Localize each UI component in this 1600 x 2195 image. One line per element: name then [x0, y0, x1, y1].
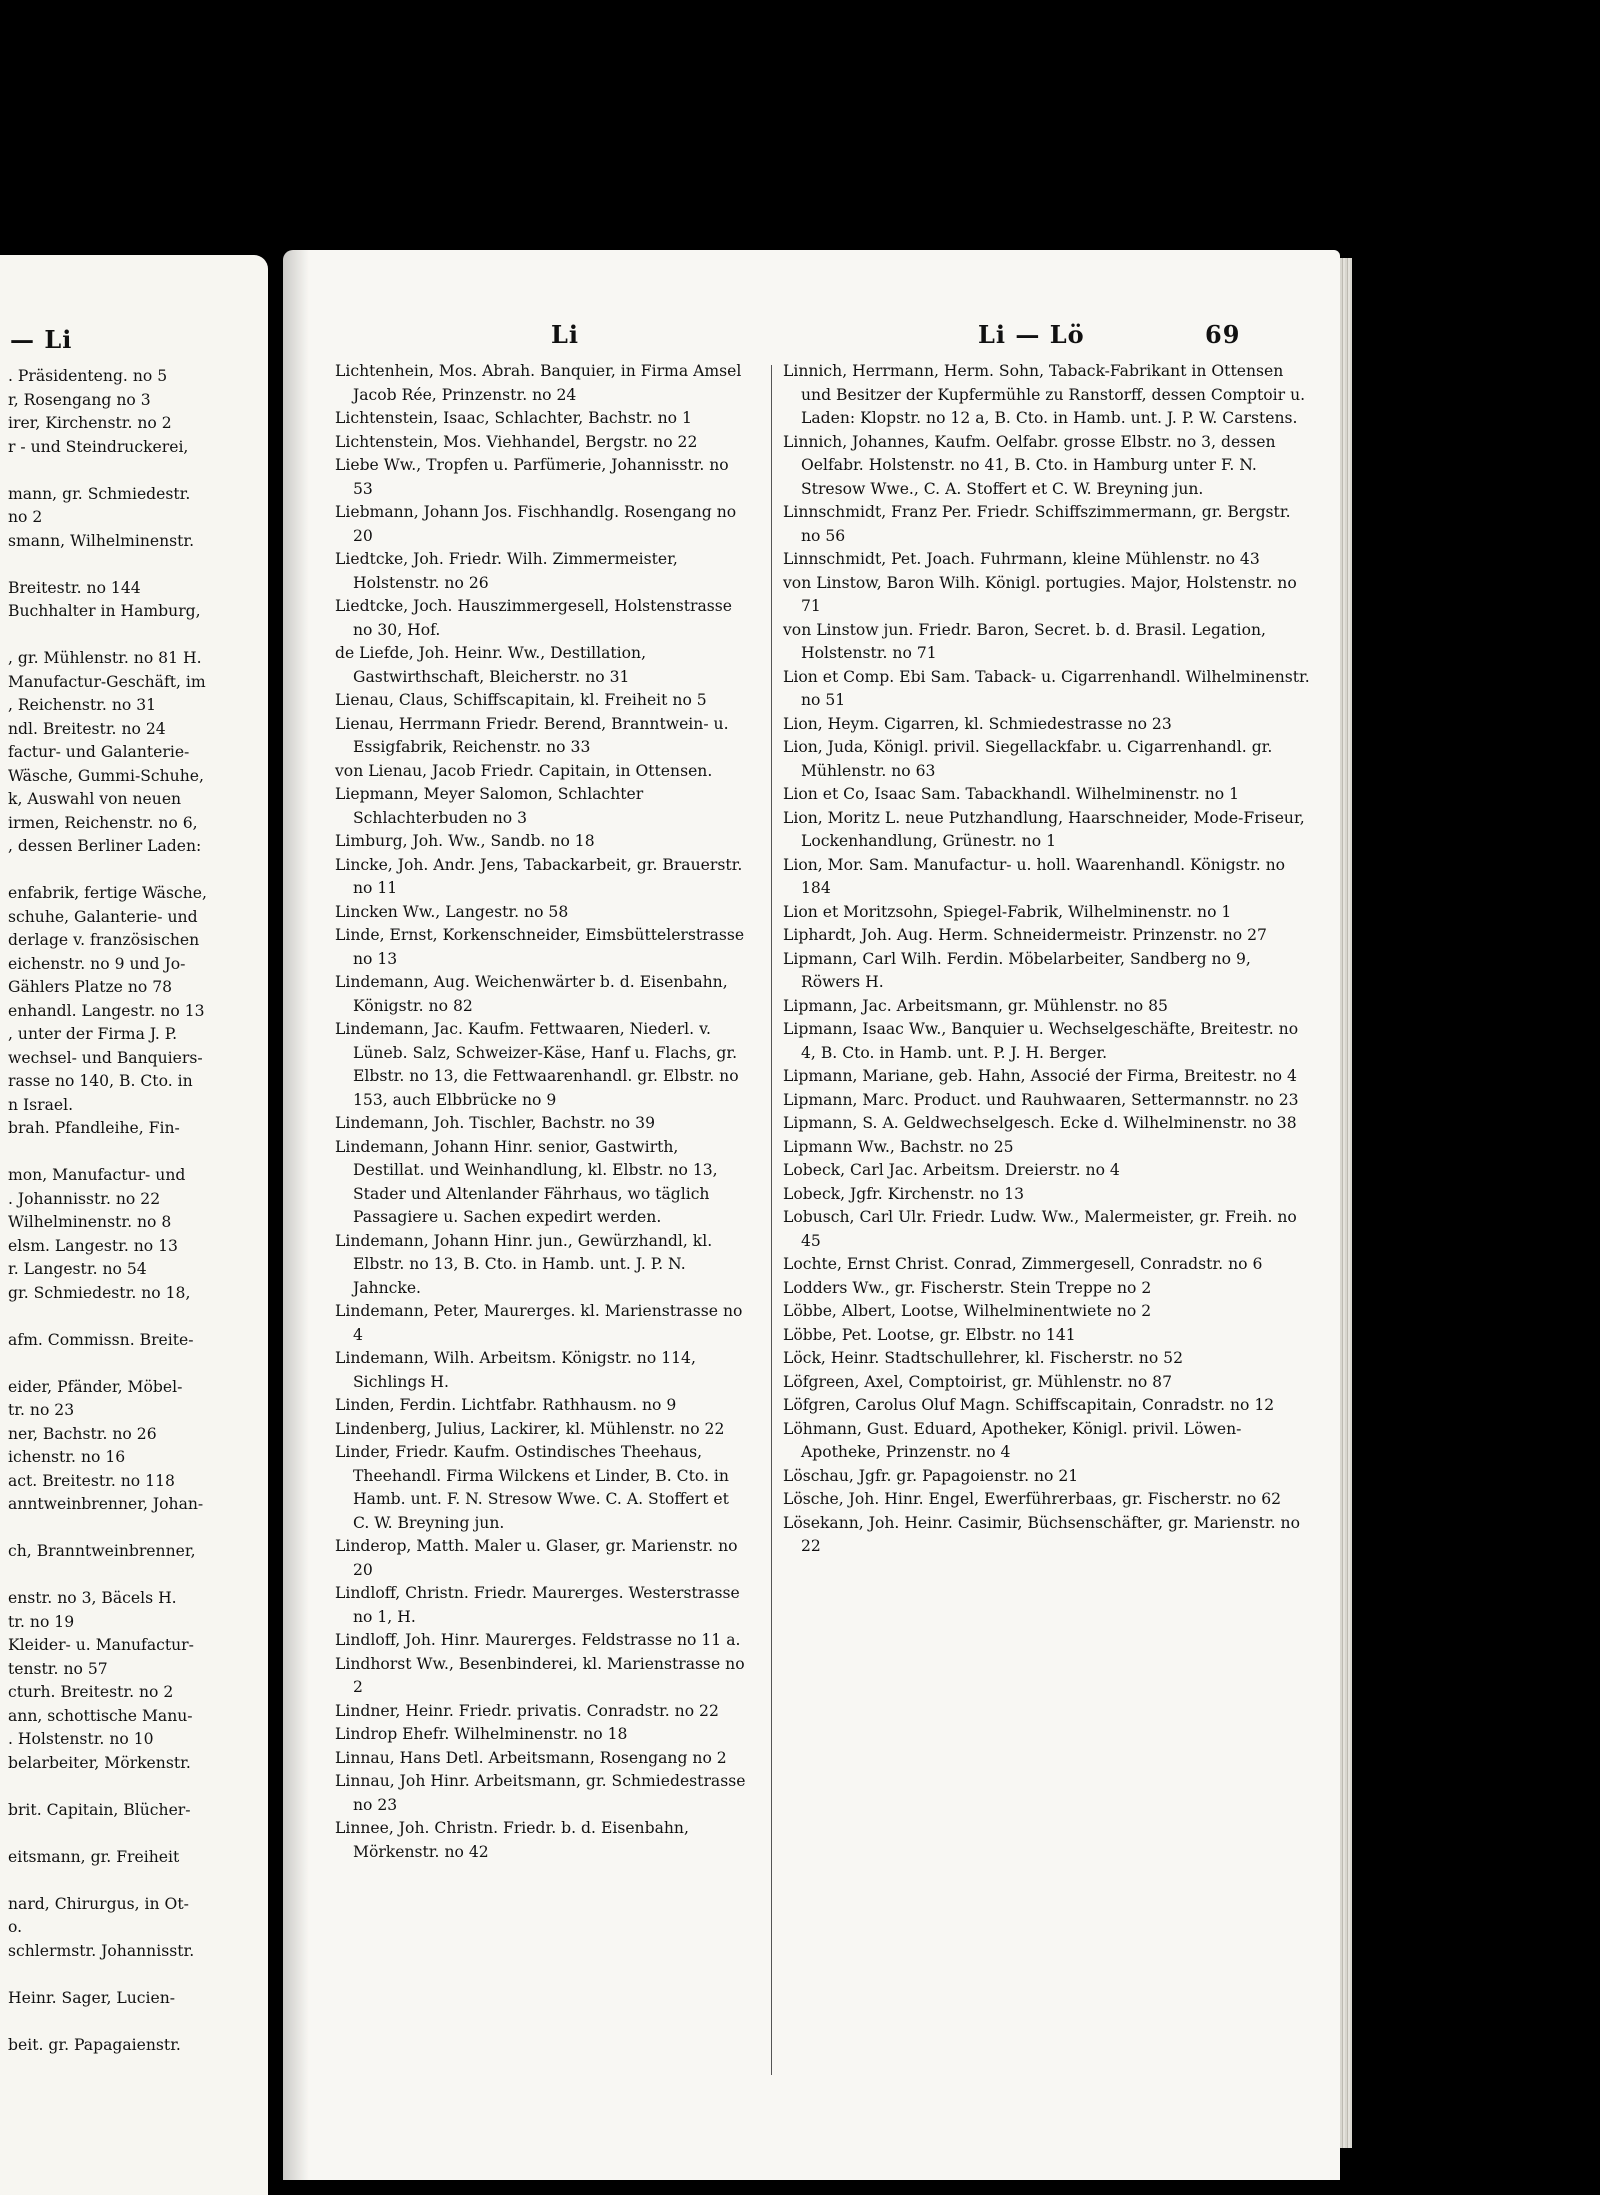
directory-entry: Linden, Ferdin. Lichtfabr. Rathhausm. no 9 — [335, 1396, 677, 1414]
left-page-line: rasse no 140, B. Cto. in — [8, 1072, 193, 1090]
directory-entry: Löhmann, Gust. Eduard, Apotheker, Königl. privil. Löwen-Apotheke, Prinzenstr. no 4 — [783, 1419, 1242, 1461]
left-page-line: enhandl. Langestr. no 13 — [8, 1001, 205, 1020]
directory-entry: Lion, Moritz L. neue Putzhandlung, Haarschneider, Mode-Friseur, Lockenhandlung, Grünestr. no 1 — [783, 808, 1305, 850]
left-page — [0, 255, 268, 2195]
directory-entry: Lion et Moritzsohn, Spiegel-Fabrik, Wilhelminenstr. no 1 — [783, 902, 1232, 921]
left-page-line — [8, 1141, 268, 1165]
directory-entry: Lichtenstein, Isaac, Schlachter, Bachstr. no 1 — [335, 409, 692, 427]
left-page-line: Breitestr. no 144 — [8, 578, 141, 597]
left-page-line — [8, 1775, 268, 1799]
directory-entry: Löschau, Jgfr. gr. Papagoienstr. no 21 — [783, 1466, 1079, 1485]
column-a — [335, 360, 747, 1864]
left-page-line: anntweinbrenner, Johan- — [8, 1495, 204, 1513]
left-page-line: schuhe, Galanterie- und — [8, 907, 198, 926]
left-page-line: irer, Kirchenstr. no 2 — [8, 414, 172, 432]
left-page-line: cturh. Breitestr. no 2 — [8, 1683, 174, 1701]
left-page-line: , dessen Berliner Laden: — [8, 837, 202, 855]
left-page-line: ann, schottische Manu- — [8, 1706, 193, 1725]
left-page-line: enstr. no 3, Bäcels H. — [8, 1589, 177, 1607]
left-page-line: wechsel- und Banquiers- — [8, 1048, 203, 1067]
directory-entry: Lindemann, Aug. Weichenwärter b. d. Eisenbahn, Königstr. no 82 — [335, 973, 728, 1015]
directory-entry: Lion et Co, Isaac Sam. Tabackhandl. Wilhelminenstr. no 1 — [783, 785, 1240, 803]
left-page-line: schlermstr. Johannisstr. — [8, 1941, 195, 1960]
left-page-line: tr. no 19 — [8, 1612, 75, 1631]
directory-entry: Lindemann, Joh. Tischler, Bachstr. no 39 — [335, 1114, 655, 1132]
left-page-line: derlage v. französischen — [8, 931, 200, 949]
left-page-line: , Reichenstr. no 31 — [8, 696, 157, 714]
left-page-line: gr. Schmiedestr. no 18, — [8, 1283, 191, 1302]
directory-entry: Liebe Ww., Tropfen u. Parfümerie, Johannisstr. no 53 — [335, 456, 729, 498]
directory-entry: Lindloff, Christn. Friedr. Maurerges. Westerstrasse no 1, H. — [335, 1584, 740, 1626]
left-page-line — [8, 1869, 268, 1893]
directory-entry: Lindemann, Jac. Kaufm. Fettwaaren, Niederl. v. Lüneb. Salz, Schweizer-Käse, Hanf u. Flachs, gr. Elbstr. no 13, die Fettwaarenhandl. gr. Elbstr. no 153, auch Elbbrücke no 9 — [335, 1020, 739, 1109]
directory-entry: Linde, Ernst, Korkenschneider, Eimsbüttelerstrasse no 13 — [335, 926, 745, 968]
left-page-line — [8, 1305, 268, 1329]
directory-entry: Löck, Heinr. Stadtschullehrer, kl. Fischerstr. no 52 — [783, 1349, 1184, 1367]
directory-entry: Lindrop Ehefr. Wilhelminenstr. no 18 — [335, 1725, 628, 1743]
directory-entry: Lobeck, Carl Jac. Arbeitsm. Dreierstr. no 4 — [783, 1161, 1120, 1179]
left-page-line: beit. gr. Papagaienstr. — [8, 2035, 181, 2054]
left-page-line: , gr. Mühlenstr. no 81 H. — [8, 649, 202, 667]
directory-entry: Lion, Mor. Sam. Manufactur- u. holl. Waarenhandl. Königstr. no 184 — [783, 855, 1286, 897]
left-page-line — [8, 1963, 268, 1987]
column-divider — [771, 365, 772, 2075]
left-page-line: Kleider- u. Manufactur- — [8, 1636, 194, 1654]
directory-entry: Lipmann, Marc. Product. und Rauhwaaren, Settermannstr. no 23 — [783, 1090, 1299, 1109]
left-page-line — [8, 1352, 268, 1376]
left-page-line: tenstr. no 57 — [8, 1659, 108, 1678]
directory-entry: Lipmann Ww., Bachstr. no 25 — [783, 1137, 1014, 1156]
left-page-line: brit. Capitain, Blücher- — [8, 1800, 191, 1819]
left-page-line: smann, Wilhelminenstr. — [8, 531, 195, 550]
left-page-line — [8, 859, 268, 883]
left-page-line: ndl. Breitestr. no 24 — [8, 719, 166, 738]
directory-entry: Linder, Friedr. Kaufm. Ostindisches Theehaus, Theehandl. Firma Wilckens et Linder, B. Cto. in Hamb. unt. F. N. Stresow Wwe. C. A. Stoffert et C. W. Breyning jun. — [335, 1443, 729, 1532]
left-page-line: act. Breitestr. no 118 — [8, 1471, 175, 1490]
left-page-line: factur- und Galanterie- — [8, 743, 190, 761]
gutter-shadow — [283, 250, 309, 2180]
directory-entry: Lipmann, Jac. Arbeitsmann, gr. Mühlenstr. no 85 — [783, 996, 1168, 1015]
directory-entry: Linnschmidt, Pet. Joach. Fuhrmann, kleine Mühlenstr. no 43 — [783, 550, 1260, 568]
left-page-line: elsm. Langestr. no 13 — [8, 1236, 178, 1255]
directory-entry: Liphardt, Joh. Aug. Herm. Schneidermeistr. Prinzenstr. no 27 — [783, 926, 1267, 944]
directory-entry: Lindemann, Peter, Maurerges. kl. Marienstrasse no 4 — [335, 1302, 743, 1344]
left-page-line: ichenstr. no 16 — [8, 1448, 126, 1466]
left-page-line — [8, 2010, 268, 2034]
directory-entry: Liedtcke, Joch. Hauszimmergesell, Holstenstrasse no 30, Hof. — [335, 597, 732, 639]
directory-entry: Lincke, Joh. Andr. Jens, Tabackarbeit, gr. Brauerstr. no 11 — [335, 855, 743, 897]
left-page-column — [8, 365, 268, 2057]
left-page-line: mann, gr. Schmiedestr. — [8, 484, 191, 503]
directory-entry: Löbbe, Pet. Lootse, gr. Elbstr. no 141 — [783, 1325, 1076, 1344]
directory-entry: Liedtcke, Joh. Friedr. Wilh. Zimmermeister, Holstenstr. no 26 — [335, 550, 678, 592]
directory-entry: Lindemann, Johann Hinr. jun., Gewürzhandl, kl. Elbstr. no 13, B. Cto. in Hamb. unt. J. P. N. Jahncke. — [335, 1231, 713, 1297]
directory-entry: Lindhorst Ww., Besenbinderei, kl. Marienstrasse no 2 — [335, 1654, 745, 1696]
left-page-line: r - und Steindruckerei, — [8, 437, 189, 456]
directory-entry: Lichtenhein, Mos. Abrah. Banquier, in Firma Amsel Jacob Rée, Prinzenstr. no 24 — [335, 362, 742, 404]
directory-entry: Lindemann, Wilh. Arbeitsm. Königstr. no 114, Sichlings H. — [335, 1349, 696, 1391]
directory-entry: von Linstow, Baron Wilh. Königl. portugies. Major, Holstenstr. no 71 — [783, 573, 1297, 615]
directory-entry: Limburg, Joh. Ww., Sandb. no 18 — [335, 832, 595, 850]
directory-entry: Linnee, Joh. Christn. Friedr. b. d. Eisenbahn, Mörkenstr. no 42 — [335, 1819, 689, 1861]
left-page-line — [8, 553, 268, 577]
left-page-line — [8, 459, 268, 483]
directory-entry: Löbbe, Albert, Lootse, Wilhelminentwiete no 2 — [783, 1302, 1152, 1320]
directory-entry: Linderop, Matth. Maler u. Glaser, gr. Marienstr. no 20 — [335, 1537, 738, 1579]
left-page-line: r. Langestr. no 54 — [8, 1260, 147, 1278]
directory-entry: Lipmann, Mariane, geb. Hahn, Associé der Firma, Breitestr. no 4 — [783, 1067, 1297, 1085]
left-page-line: ner, Bachstr. no 26 — [8, 1424, 157, 1443]
left-page-line: belarbeiter, Mörkenstr. — [8, 1753, 191, 1772]
page-number: 69 — [1205, 320, 1241, 349]
left-page-line: . Präsidenteng. no 5 — [8, 367, 168, 385]
running-header: Li — Lö — [978, 320, 1085, 349]
left-page-line: Buchhalter in Hamburg, — [8, 602, 201, 620]
left-page-line: eider, Pfänder, Möbel- — [8, 1377, 183, 1396]
directory-entry: von Lienau, Jacob Friedr. Capitain, in Ottensen. — [335, 761, 713, 780]
directory-entry: Lobeck, Jgfr. Kirchenstr. no 13 — [783, 1184, 1025, 1203]
left-page-line — [8, 1564, 268, 1588]
left-page-line: ch, Branntweinbrenner, — [8, 1542, 196, 1560]
left-page-line: brah. Pfandleihe, Fin- — [8, 1119, 180, 1137]
left-page-line: Heinr. Sager, Lucien- — [8, 1988, 176, 2007]
directory-entry: Lösche, Joh. Hinr. Engel, Ewerführerbaas, gr. Fischerstr. no 62 — [783, 1490, 1282, 1508]
directory-entry: Lion et Comp. Ebi Sam. Taback- u. Cigarrenhandl. Wilhelminenstr. no 51 — [783, 667, 1310, 709]
directory-entry: Linnich, Herrmann, Herm. Sohn, Taback-Fabrikant in Ottensen und Besitzer der Kupfermühle zu Ranstorff, dessen Comptoir u. Laden: Klopstr. no 12 a, B. Cto. in Hamb. unt. J. P. W. Carstens. — [783, 362, 1306, 427]
left-page-line: . Johannisstr. no 22 — [8, 1189, 161, 1208]
directory-entry: Löfgren, Carolus Oluf Magn. Schiffscapitain, Conradstr. no 12 — [783, 1396, 1275, 1414]
directory-entry: Lindemann, Johann Hinr. senior, Gastwirth, Destillat. und Weinhandlung, kl. Elbstr. no 13, Stader und Altenlander Fährhaus, wo täglich Passagiere u. Sachen expedirt werden. — [335, 1137, 718, 1226]
directory-entry: von Linstow jun. Friedr. Baron, Secret. b. d. Brasil. Legation, Holstenstr. no 71 — [783, 620, 1266, 662]
directory-entry: Lösekann, Joh. Heinr. Casimir, Büchsenschäfter, gr. Marienstr. no 22 — [783, 1513, 1300, 1555]
directory-entry: Lipmann, Carl Wilh. Ferdin. Möbelarbeiter, Sandberg no 9, Röwers H. — [783, 949, 1251, 991]
left-page-line: eitsmann, gr. Freiheit — [8, 1847, 180, 1866]
center-header: Li — [551, 320, 579, 349]
page-stack-edge — [1340, 258, 1352, 2148]
left-page-line: Wilhelminenstr. no 8 — [8, 1213, 172, 1231]
left-page-header: — Li — [10, 325, 73, 354]
left-page-line — [8, 1517, 268, 1541]
left-page-line: irmen, Reichenstr. no 6, — [8, 813, 198, 832]
directory-entry: Linnschmidt, Franz Per. Friedr. Schiffszimmermann, gr. Bergstr. no 56 — [783, 503, 1291, 545]
left-page-line — [8, 1822, 268, 1846]
column-b — [783, 360, 1313, 1559]
directory-entry: Lion, Juda, Königl. privil. Siegellackfabr. u. Cigarrenhandl. gr. Mühlenstr. no 63 — [783, 738, 1273, 780]
directory-entry: Lodders Ww., gr. Fischerstr. Stein Treppe no 2 — [783, 1278, 1152, 1297]
left-page-line — [8, 624, 268, 648]
left-page-line: eichenstr. no 9 und Jo- — [8, 954, 186, 973]
directory-entry: Linnau, Joh Hinr. Arbeitsmann, gr. Schmiedestrasse no 23 — [335, 1772, 746, 1814]
left-page-line: mon, Manufactur- und — [8, 1166, 186, 1184]
directory-entry: Linnich, Johannes, Kaufm. Oelfabr. grosse Elbstr. no 3, dessen Oelfabr. Holstenstr. no 41, B. Cto. in Hamburg unter F. N. Stresow Wwe., C. A. Stoffert et C. W. Breyning jun. — [783, 432, 1276, 498]
directory-entry: Lienau, Claus, Schiffscapitain, kl. Freiheit no 5 — [335, 691, 707, 709]
directory-entry: Liepmann, Meyer Salomon, Schlachter Schlachterbuden no 3 — [335, 785, 644, 827]
directory-entry: Lincken Ww., Langestr. no 58 — [335, 902, 569, 921]
directory-entry: Lindenberg, Julius, Lackirer, kl. Mühlenstr. no 22 — [335, 1419, 725, 1438]
directory-entry: Löfgreen, Axel, Comptoirist, gr. Mühlenstr. no 87 — [783, 1372, 1173, 1391]
directory-entry: Lienau, Herrmann Friedr. Berend, Branntwein- u. Essigfabrik, Reichenstr. no 33 — [335, 714, 729, 756]
directory-entry: Lochte, Ernst Christ. Conrad, Zimmergesell, Conradstr. no 6 — [783, 1255, 1263, 1273]
directory-entry: Lobusch, Carl Ulr. Friedr. Ludw. Ww., Malermeister, gr. Freih. no 45 — [783, 1208, 1297, 1250]
left-page-line: Gählers Platze no 78 — [8, 978, 173, 996]
directory-entry: Liebmann, Johann Jos. Fischhandlg. Rosengang no 20 — [335, 503, 737, 545]
left-page-line: o. — [8, 1918, 23, 1936]
directory-entry: Linnau, Hans Detl. Arbeitsmann, Rosengang no 2 — [335, 1748, 727, 1767]
directory-entry: Lichtenstein, Mos. Viehhandel, Bergstr. no 22 — [335, 432, 698, 451]
left-page-line: no 2 — [8, 508, 43, 526]
right-page — [283, 250, 1340, 2180]
directory-entry: de Liefde, Joh. Heinr. Ww., Destillation, Gastwirthschaft, Bleicherstr. no 31 — [335, 644, 647, 686]
left-page-line: n Israel. — [8, 1095, 74, 1114]
left-page-line: r, Rosengang no 3 — [8, 390, 151, 409]
left-page-line: afm. Commissn. Breite- — [8, 1330, 194, 1349]
left-page-line: enfabrik, fertige Wäsche, — [8, 884, 207, 902]
directory-entry: Lipmann, S. A. Geldwechselgesch. Ecke d. Wilhelminenstr. no 38 — [783, 1114, 1297, 1132]
directory-entry: Lipmann, Isaac Ww., Banquier u. Wechselgeschäfte, Breitestr. no 4, B. Cto. in Hamb. unt. P. J. H. Berger. — [783, 1020, 1299, 1062]
left-page-line: Manufactur-Geschäft, im — [8, 672, 206, 691]
directory-entry: Lion, Heym. Cigarren, kl. Schmiedestrasse no 23 — [783, 714, 1172, 733]
left-page-line: tr. no 23 — [8, 1401, 75, 1419]
left-page-line: k, Auswahl von neuen — [8, 790, 182, 808]
directory-entry: Lindloff, Joh. Hinr. Maurerges. Feldstrasse no 11 a. — [335, 1631, 741, 1649]
left-page-line: nard, Chirurgus, in Ot- — [8, 1894, 189, 1913]
left-page-line: . Holstenstr. no 10 — [8, 1730, 154, 1748]
left-page-line: Wäsche, Gummi-Schuhe, — [8, 766, 204, 785]
left-page-line: , unter der Firma J. P. — [8, 1025, 178, 1043]
directory-entry: Lindner, Heinr. Friedr. privatis. Conradstr. no 22 — [335, 1701, 719, 1720]
